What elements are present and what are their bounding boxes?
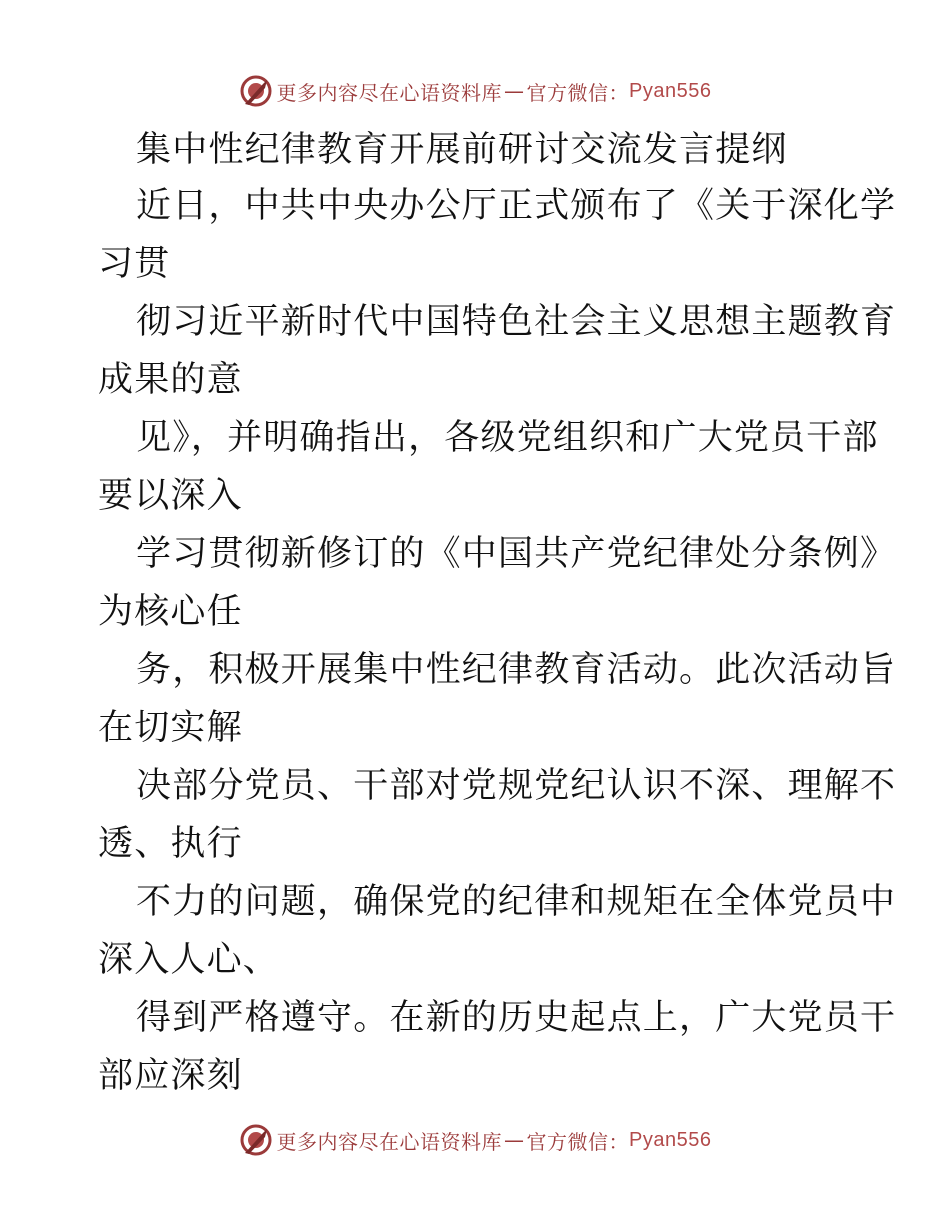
text-line: 学习贯彻新修订的《中国共产党纪律处分条例》 [136, 534, 897, 574]
watermark-banner-top [0, 71, 950, 111]
text-line: 深入人心、 [98, 940, 280, 980]
text-line: 彻习近平新时代中国特色社会主义思想主题教育 [136, 302, 897, 342]
text-line: 为核心任 [98, 592, 243, 632]
watermark-wechat-label: 官方微信： [526, 1129, 630, 1154]
watermark-wechat-id: Pyan556 [629, 1128, 712, 1151]
watermark-dash: — [504, 79, 525, 103]
text-line: 得到严格遵守。在新的历史起点上，广大党员干 [136, 998, 897, 1038]
watermark-banner-bottom [0, 1120, 950, 1160]
text-line: 近日，中共中央办公厅正式颁布了《关于深化学 [136, 186, 897, 226]
text-line: 部应深刻 [98, 1056, 243, 1096]
text-line: 见》，并明确指出，各级党组织和广大党员干部 [136, 418, 879, 458]
text-line: 习贯 [98, 244, 171, 284]
text-line: 在切实解 [98, 708, 243, 748]
text-line: 透、执行 [98, 824, 243, 864]
pen-circle-logo-icon [239, 1123, 273, 1157]
watermark-text: 更多内容尽在心语资料库 [276, 80, 503, 105]
pen-circle-logo-icon [239, 74, 273, 108]
text-line: 成果的意 [98, 360, 243, 400]
document-title: 集中性纪律教育开展前研讨交流发言提纲 [136, 130, 788, 170]
watermark-dash: — [504, 1128, 525, 1152]
watermark-wechat-label: 官方微信： [526, 80, 630, 105]
text-line: 不力的问题，确保党的纪律和规矩在全体党员中 [136, 882, 897, 922]
watermark-text: 更多内容尽在心语资料库 [276, 1129, 503, 1154]
text-line: 务，积极开展集中性纪律教育活动。此次活动旨 [136, 650, 897, 690]
text-line: 决部分党员、干部对党规党纪认识不深、理解不 [136, 766, 897, 806]
text-line: 要以深入 [98, 476, 243, 516]
watermark-wechat-id: Pyan556 [629, 79, 712, 102]
